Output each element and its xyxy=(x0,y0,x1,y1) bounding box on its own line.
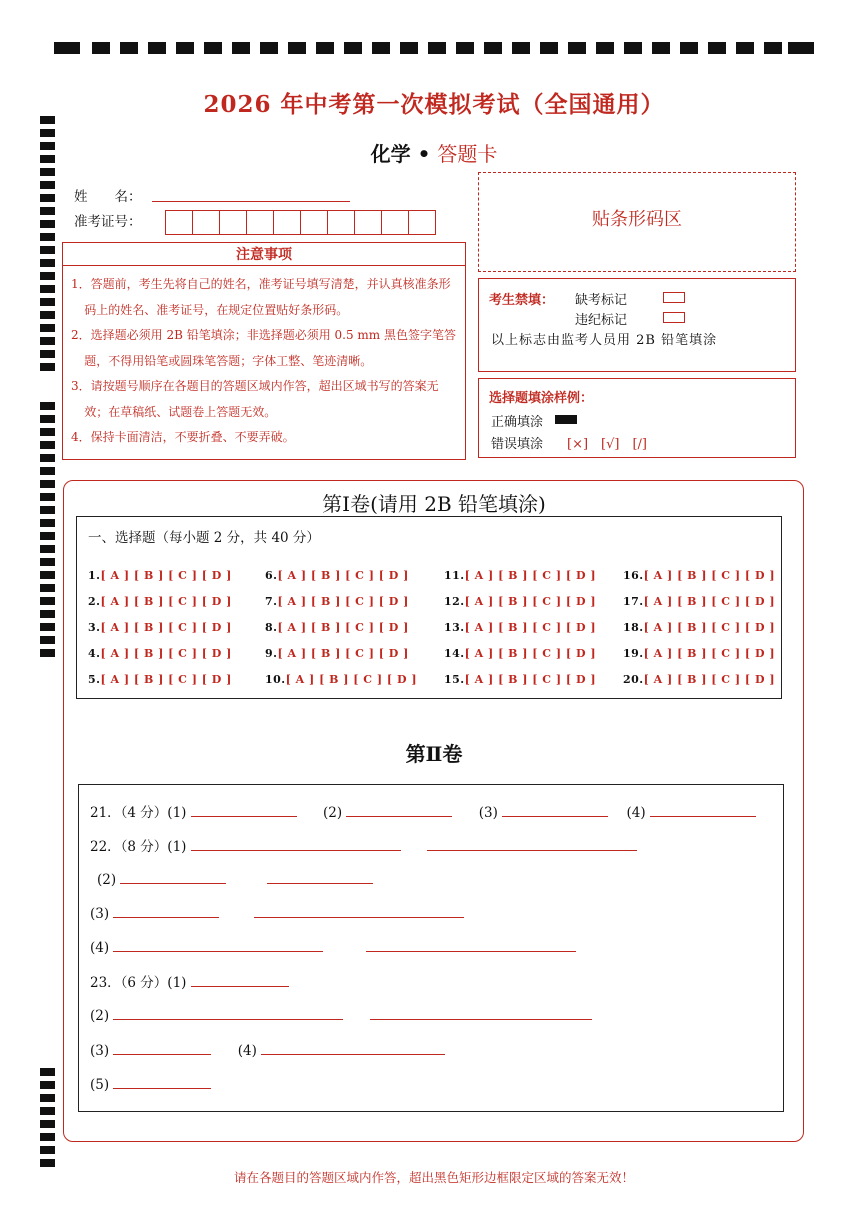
timing-mark xyxy=(40,571,55,579)
timing-mark xyxy=(512,42,530,54)
q22-row-4 xyxy=(90,937,576,956)
timing-mark xyxy=(40,181,55,189)
subject-name: 化学 xyxy=(370,142,411,166)
q22-part3: (3) xyxy=(90,906,110,922)
timing-mark xyxy=(40,636,55,644)
timing-mark xyxy=(40,1068,55,1076)
violation-label: 违纪标记 xyxy=(575,313,628,328)
choice-options[interactable]: [ A ] [ B ] [ C ] [ D ] xyxy=(277,595,409,608)
choice-number: 11. xyxy=(444,569,465,582)
choice-options[interactable]: [ A ] [ B ] [ C ] [ D ] xyxy=(100,569,232,582)
choice-options[interactable]: [ A ] [ B ] [ C ] [ D ] xyxy=(464,569,597,582)
timing-mark xyxy=(40,610,55,618)
timing-mark xyxy=(484,42,502,54)
notice-item: 3．请按题号顺序在各题目的答题区域内作答，超出区域书写的答案无效；在草稿纸、试题卷上答题无效。 xyxy=(71,379,439,419)
timing-mark xyxy=(40,350,55,358)
timing-mark xyxy=(40,246,55,254)
q22-row-2 xyxy=(97,869,373,888)
choice-number: 2. xyxy=(88,595,101,608)
timing-mark xyxy=(40,467,55,475)
top-timing-marks xyxy=(54,42,814,56)
timing-mark xyxy=(372,42,390,54)
choice-number: 3. xyxy=(88,621,101,634)
name-field[interactable] xyxy=(152,201,350,202)
timing-mark xyxy=(40,441,55,449)
choice-options[interactable]: [ A ] [ B ] [ C ] [ D ] xyxy=(277,569,409,582)
choice-question-16[interactable] xyxy=(623,569,775,582)
q22-answer-3b[interactable] xyxy=(254,903,464,918)
q21-label: 21．（4 分）(1) xyxy=(90,805,187,821)
timing-mark xyxy=(40,623,55,631)
fill-sample-panel xyxy=(478,378,796,458)
choice-number: 1. xyxy=(88,569,101,582)
choice-options[interactable]: [ A ] [ B ] [ C ] [ D ] xyxy=(643,647,776,660)
choice-options[interactable]: [ A ] [ B ] [ C ] [ D ] xyxy=(464,647,597,660)
timing-mark xyxy=(40,272,55,280)
q22-part4: (4) xyxy=(90,940,110,956)
choice-question-18[interactable] xyxy=(623,621,775,634)
q22-label: 22．（8 分）(1) xyxy=(90,839,187,855)
timing-mark xyxy=(40,1081,55,1089)
q23-answer-1[interactable] xyxy=(191,972,289,987)
timing-mark xyxy=(788,42,814,54)
name-label: 姓 名： xyxy=(74,189,142,205)
choice-options[interactable]: [ A ] [ B ] [ C ] [ D ] xyxy=(464,621,597,634)
q23-answer-5[interactable] xyxy=(113,1074,211,1089)
choice-options[interactable]: [ A ] [ B ] [ C ] [ D ] xyxy=(643,595,776,608)
volume1-title: 第Ⅰ卷(请用 2B 铅笔填涂) xyxy=(322,492,546,516)
correct-fill-label: 正确填涂 xyxy=(491,415,544,430)
footer-warning: 请在各题目的答题区域内作答，超出黑色矩形边框限定区域的答案无效！ xyxy=(233,1170,634,1185)
timing-mark xyxy=(40,1133,55,1141)
q23-part3: (3) xyxy=(90,1043,110,1059)
timing-mark xyxy=(40,1094,55,1102)
timing-mark xyxy=(120,42,138,54)
q21-part4: (4) xyxy=(626,805,646,821)
q23-row-2 xyxy=(90,1005,592,1024)
q22-part2: (2) xyxy=(97,872,117,888)
choice-options[interactable]: [ A ] [ B ] [ C ] [ D ] xyxy=(100,621,232,634)
timing-mark xyxy=(40,480,55,488)
choice-number: 13. xyxy=(444,621,465,634)
choice-question-6[interactable] xyxy=(265,569,409,582)
choice-number: 12. xyxy=(444,595,465,608)
timing-mark xyxy=(40,597,55,605)
exam-id-label: 准考证号： xyxy=(74,214,142,230)
forbid-label: 考生禁填： xyxy=(489,293,555,308)
q22-answer-1b[interactable] xyxy=(427,836,637,851)
wrong-fill-marks: [×] [√] [/] xyxy=(567,437,647,452)
timing-mark xyxy=(40,402,55,410)
exam-id-cells[interactable] xyxy=(166,210,436,236)
choice-question-13[interactable] xyxy=(444,621,596,634)
barcode-area: 贴条形码区 xyxy=(478,172,796,272)
timing-mark xyxy=(260,42,278,54)
timing-mark xyxy=(624,42,642,54)
forbid-panel xyxy=(478,278,796,372)
q22-answer-2a[interactable] xyxy=(120,869,226,884)
choice-options[interactable]: [ A ] [ B ] [ C ] [ D ] xyxy=(643,569,776,582)
choice-number: 4. xyxy=(88,647,101,660)
timing-mark xyxy=(40,415,55,423)
q23-answer-3[interactable] xyxy=(113,1040,211,1055)
timing-mark xyxy=(54,42,80,54)
timing-mark xyxy=(40,168,55,176)
timing-mark xyxy=(652,42,670,54)
choice-number: 15. xyxy=(444,673,465,686)
choice-number: 8. xyxy=(265,621,278,634)
q22-row-3 xyxy=(90,903,464,922)
choice-number: 14. xyxy=(444,647,465,660)
choice-options[interactable]: [ A ] [ B ] [ C ] [ D ] xyxy=(464,595,597,608)
notice-title: 注意事项 xyxy=(62,242,466,266)
sample-label: 选择题填涂样例： xyxy=(489,391,594,406)
timing-mark xyxy=(288,42,306,54)
q22-answer-2b[interactable] xyxy=(267,869,373,884)
timing-mark xyxy=(40,1120,55,1128)
choice-question-5[interactable] xyxy=(88,673,232,686)
q21-answer-3[interactable] xyxy=(502,802,608,817)
timing-mark xyxy=(400,42,418,54)
violation-mark-box[interactable] xyxy=(663,312,685,323)
timing-mark xyxy=(40,311,55,319)
q21-part2: (2) xyxy=(323,805,343,821)
timing-mark xyxy=(568,42,586,54)
timing-mark xyxy=(40,1146,55,1154)
correct-fill-mark xyxy=(555,415,577,424)
timing-mark xyxy=(40,233,55,241)
q23-answer-4[interactable] xyxy=(261,1040,445,1055)
q22-answer-1a[interactable] xyxy=(191,836,401,851)
choice-question-4[interactable] xyxy=(88,647,232,660)
choice-number: 19. xyxy=(623,647,644,660)
choice-question-14[interactable] xyxy=(444,647,596,660)
choice-question-20[interactable] xyxy=(623,673,775,686)
q22-answer-4b[interactable] xyxy=(366,937,576,952)
timing-mark xyxy=(40,558,55,566)
timing-mark xyxy=(40,454,55,462)
q23-row-3 xyxy=(90,1040,445,1059)
q22-answer-4a[interactable] xyxy=(113,937,323,952)
choice-number: 17. xyxy=(623,595,644,608)
timing-mark xyxy=(316,42,334,54)
timing-mark xyxy=(92,42,110,54)
timing-mark xyxy=(40,259,55,267)
timing-mark xyxy=(596,42,614,54)
subject-title xyxy=(0,138,868,167)
timing-mark xyxy=(344,42,362,54)
choice-number: 20. xyxy=(623,673,644,686)
choice-section-title: 一、选择题（每小题 2 分，共 40 分） xyxy=(88,530,320,546)
choice-question-9[interactable] xyxy=(265,647,409,660)
notice-body xyxy=(62,265,466,460)
timing-mark xyxy=(40,337,55,345)
choice-question-11[interactable] xyxy=(444,569,596,582)
choice-question-15[interactable] xyxy=(444,673,596,686)
choice-options[interactable]: [ A ] [ B ] [ C ] [ D ] xyxy=(100,673,232,686)
timing-mark xyxy=(176,42,194,54)
timing-mark xyxy=(40,1107,55,1115)
choice-number: 16. xyxy=(623,569,644,582)
choice-number: 18. xyxy=(623,621,644,634)
absent-label: 缺考标记 xyxy=(575,293,628,308)
choice-options[interactable]: [ A ] [ B ] [ C ] [ D ] xyxy=(464,673,597,686)
notice-item: 2．选择题必须用 2B 铅笔填涂；非选择题必须用 0.5 mm 黑色签字笔答题，不得用铅笔或圆珠笔答题；字体工整、笔迹清晰。 xyxy=(71,328,457,368)
q23-part2: (2) xyxy=(90,1008,110,1024)
q21-part3: (3) xyxy=(478,805,498,821)
forbid-note: 以上标志由监考人员用 2B 铅笔填涂 xyxy=(491,333,718,348)
timing-mark xyxy=(540,42,558,54)
timing-mark xyxy=(40,324,55,332)
timing-mark xyxy=(40,649,55,657)
q23-answer-2b[interactable] xyxy=(370,1005,592,1020)
q21-answer-1[interactable] xyxy=(191,802,297,817)
choice-question-10[interactable] xyxy=(265,673,417,686)
choice-number: 6. xyxy=(265,569,278,582)
timing-mark xyxy=(40,285,55,293)
choice-number: 9. xyxy=(265,647,278,660)
choice-question-19[interactable] xyxy=(623,647,775,660)
timing-mark xyxy=(708,42,726,54)
timing-mark xyxy=(40,220,55,228)
timing-mark xyxy=(40,428,55,436)
timing-mark xyxy=(736,42,754,54)
q23-row-1 xyxy=(90,971,289,991)
choice-question-3[interactable] xyxy=(88,621,232,634)
choice-options[interactable]: [ A ] [ B ] [ C ] [ D ] xyxy=(277,647,409,660)
choice-question-17[interactable] xyxy=(623,595,775,608)
q22-answer-3a[interactable] xyxy=(113,903,219,918)
choice-question-2[interactable] xyxy=(88,595,232,608)
q23-part5: (5) xyxy=(90,1077,110,1093)
timing-mark xyxy=(764,42,782,54)
absent-mark-box[interactable] xyxy=(663,292,685,303)
choice-options[interactable]: [ A ] [ B ] [ C ] [ D ] xyxy=(100,595,232,608)
choice-question-7[interactable] xyxy=(265,595,409,608)
timing-mark xyxy=(40,532,55,540)
choice-number: 10. xyxy=(265,673,286,686)
choice-number: 5. xyxy=(88,673,101,686)
choice-options[interactable]: [ A ] [ B ] [ C ] [ D ] xyxy=(643,673,776,686)
timing-mark xyxy=(40,129,55,137)
q23-row-5 xyxy=(90,1074,211,1093)
timing-mark xyxy=(40,1159,55,1167)
timing-mark xyxy=(40,207,55,215)
choice-question-1[interactable] xyxy=(88,569,232,582)
timing-mark xyxy=(40,194,55,202)
q23-part4: (4) xyxy=(237,1043,257,1059)
timing-mark xyxy=(40,363,55,371)
timing-mark xyxy=(40,545,55,553)
wrong-fill-label: 错误填涂 xyxy=(491,437,544,452)
choice-options[interactable]: [ A ] [ B ] [ C ] [ D ] xyxy=(100,647,232,660)
choice-options[interactable]: [ A ] [ B ] [ C ] [ D ] xyxy=(285,673,418,686)
answer-card-label: 答题卡 xyxy=(437,142,498,166)
timing-mark xyxy=(232,42,250,54)
timing-mark xyxy=(148,42,166,54)
notice-item: 4．保持卡面清洁，不要折叠、不要弄破。 xyxy=(71,430,295,444)
choice-options[interactable]: [ A ] [ B ] [ C ] [ D ] xyxy=(643,621,776,634)
timing-mark xyxy=(204,42,222,54)
q21-answer-4[interactable] xyxy=(650,802,756,817)
exam-title: 2026 年中考第一次模拟考试（全国通用） xyxy=(203,91,665,118)
volume2-title: 第Ⅱ卷 xyxy=(405,742,463,766)
choice-number: 7. xyxy=(265,595,278,608)
timing-mark xyxy=(680,42,698,54)
notice-item: 1．答题前，考生先将自己的姓名，准考证号填写清楚，并认真核准条形码上的姓名、准考证号，在规定位置贴好条形码。 xyxy=(71,277,451,317)
choice-question-8[interactable] xyxy=(265,621,409,634)
q22-row-1 xyxy=(90,835,637,855)
q23-answer-2a[interactable] xyxy=(113,1005,343,1020)
timing-mark xyxy=(428,42,446,54)
choice-options[interactable]: [ A ] [ B ] [ C ] [ D ] xyxy=(277,621,409,634)
timing-mark xyxy=(40,584,55,592)
choice-question-12[interactable] xyxy=(444,595,596,608)
subject-dot: • xyxy=(417,142,431,166)
timing-mark xyxy=(456,42,474,54)
timing-mark xyxy=(40,519,55,527)
timing-mark xyxy=(40,298,55,306)
q23-label: 23．（6 分）(1) xyxy=(90,975,187,991)
q21-row xyxy=(90,801,756,821)
q21-answer-2[interactable] xyxy=(346,802,452,817)
